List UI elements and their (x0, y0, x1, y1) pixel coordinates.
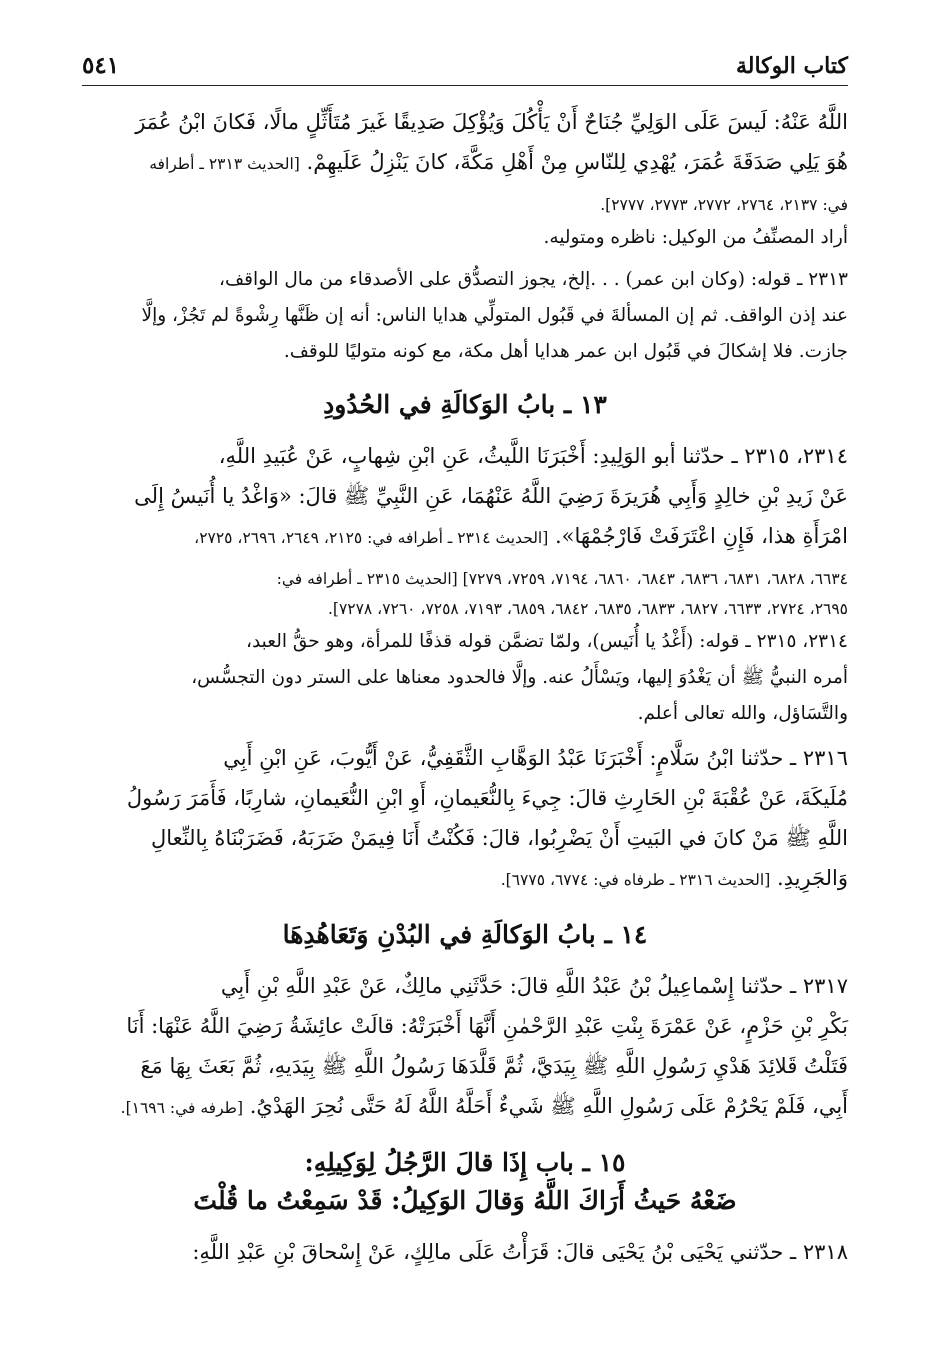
page-header (82, 52, 848, 86)
text-line: اللَّهِ ﷺ مَنْ كانَ في البَيتِ أَنْ يَضْرِبُوا، قالَ: فَكُنْتُ أَنَا فِيمَنْ ضَرَبَهُ، فَضَرَبْنَاهُ بِالنِّعالِ (150, 826, 848, 850)
text-line-body: امْرَأَةِ هذا، فَإِنِ اعْتَرَفَتْ فَارْجُمْهَا». (554, 524, 848, 548)
text-line: أمره النبيُّ ﷺ أن يَغْدُوَ إليها، ويَسْأَلُ عنه. وإلَّا فالحدود معناها على الستر دون التجسُّس، (191, 667, 848, 688)
text-line (82, 516, 848, 558)
text-line: ٢٣١٧ ـ حدّثنا إِسْماعِيلُ بْنُ عَبْدُ اللَّهِ قالَ: حَدَّثَنِي مالِكٌ، عَنْ عَبْدِ اللَّهِ بْنِ أَبِي (220, 974, 848, 998)
text-line: فَتَلْتُ قَلائِدَ هَدْيِ رَسُولِ اللَّهِ ﷺ بِيَدَيَّ، ثُمَّ قَلَّدَهَا رَسُولُ اللَّهِ ﷺ بِيَدَيهِ، ثُمَّ بَعَثَ بِهَا مَعَ (140, 1054, 848, 1078)
text-line (82, 142, 848, 184)
page-number: ٥٤١ (82, 52, 120, 79)
text-line: والتَّسَاؤل، والله تعالى أعلم. (637, 703, 848, 724)
hadith-2313-text (82, 102, 848, 184)
text-line: عند إذن الواقف. ثم إن المسألةَ في قَبُول المتولِّي هدايا الناس: أنه إن ظَنَّها رِشْوةً لم تَجُزْ، وإلَّا (141, 305, 848, 326)
text-line: ٢٣١٤، ٢٣١٥ ـ حدّثنا أبو الوَلِيدِ: أَخْبَرَنَا اللَّيثُ، عَنِ ابْنِ شِهابٍ، عَنْ عُبَيدِ اللَّهِ، (218, 444, 848, 468)
hadith-reference: [الحديث ٢٣١٣ ـ أطرافه (149, 155, 300, 173)
hadith-reference: [الحديث ٢٣١٦ ـ طرفاه في: ٦٧٧٤، ٦٧٧٥]. (500, 871, 771, 889)
chapter-title-line-2: ضَعْهُ حَيثُ أَرَاكَ اللَّهُ وَقالَ الوَكِيلُ: قَدْ سَمِعْتُ ما قُلْتَ (193, 1186, 737, 1215)
hadith-reference: [طرفه في: ١٦٩٦]. (120, 1099, 244, 1117)
reference-line: ٢٦٩٥، ٢٧٢٤، ٦٦٣٣، ٦٨٢٧، ٦٨٣٣، ٦٨٣٥، ٦٨٤٢، ٦٨٥٩، ٧١٩٣، ٧٢٥٨، ٧٢٦٠، ٧٢٧٨]. (327, 600, 848, 618)
text-line: اللَّهُ عَنْهُ: لَيسَ عَلَى الوَلِيِّ جُنَاحٌ أَنْ يَأْكُلَ وَيُؤْكِلَ صَدِيقًا غَيرَ مُتَأَثِّلٍ مالًا، فَكانَ ابْنُ عُمَرَ (135, 110, 848, 134)
reference-line: ٦٦٣٤، ٦٨٢٨، ٦٨٣١، ٦٨٣٦، ٦٨٤٣، ٦٨٦٠، ٧١٩٤، ٧٢٥٩، ٧٢٧٩] [الحديث ٢٣١٥ ـ أطرافه في: (276, 570, 848, 588)
hadith-2317-text (82, 966, 848, 1128)
text-line: ٢٣١٨ ـ حدّثني يَحْيَى بْنُ يَحْيَى قالَ: قَرَأْتُ عَلَى مالِكٍ، عَنْ إِسْحاقَ بْنِ عَبْدِ اللَّهِ: (192, 1240, 848, 1264)
text-line (82, 1086, 848, 1128)
chapter-title: ١٤ ـ بابُ الوَكالَةِ في البُدْنِ وَتَعَاهُدِهَا (282, 920, 648, 949)
chapter-14-heading (82, 916, 848, 954)
hadith-2314-references (82, 564, 848, 624)
commentary-2314 (82, 624, 848, 732)
hadith-2318-text (82, 1232, 848, 1272)
text-line: ٢٣١٦ ـ حدّثنا ابْنُ سَلَّامٍ: أَخْبَرَنَا عَبْدُ الوَهَّابِ الثَّقَفِيُّ، عَنْ أَيُّوبَ، عَنِ ابْنِ أَبِي (223, 746, 848, 770)
text-line-body: هُوَ يَلِي صَدَقَةَ عُمَرَ، يُهْدِي لِلنّاسِ مِنْ أَهْلِ مَكَّةَ، كانَ يَنْزِلُ عَلَيهِمْ. (306, 150, 848, 174)
text-line: جازت. فلا إشكالَ في قَبُول ابن عمر هدايا أهل مكة، مع كونه متوليًا للوقف. (283, 341, 848, 362)
text-line-body: أَبِي، فَلَمْ يَحْرُمْ عَلَى رَسُولِ اللَّهِ ﷺ شَيءٌ أَحَلَّهُ اللَّهُ لَهُ حَتَّى نُحِرَ الهَدْيُ. (249, 1094, 848, 1118)
hadith-2314-text (82, 436, 848, 558)
hadith-reference: [الحديث ٢٣١٤ ـ أطرافه في: ٢١٢٥، ٢٦٤٩، ٢٦٩٦، ٢٧٢٥، (194, 529, 549, 547)
text-line: أراد المصنِّفُ من الوكيل: ناظره ومتوليه. (543, 227, 848, 248)
chapter-title-line-1: ١٥ ـ باب إِذَا قالَ الرَّجُلُ لِوَكِيلِهِ: (304, 1148, 626, 1177)
chapter-title: ١٣ ـ بابُ الوَكالَةِ في الحُدُودِ (323, 390, 607, 419)
reference-line: في: ٢١٣٧، ٢٧٦٤، ٢٧٧٢، ٢٧٧٣، ٢٧٧٧]. (600, 196, 848, 214)
text-line: مُلَيكَةَ، عَنْ عُقْبَةَ بْنِ الحَارِثِ قالَ: جِيءَ بِالنُّعَيمانِ، أَوِ ابْنِ النُّعَيمانِ، شارِبًا، فَأَمَرَ رَسُولُ (126, 786, 848, 810)
chapter-15-heading (82, 1144, 848, 1220)
hadith-2316-text (82, 738, 848, 900)
running-title: كتاب الوكالة (735, 53, 848, 79)
commentary-2313 (82, 262, 848, 370)
hadith-2313-references (82, 190, 848, 220)
text-line-body: وَالجَرِيدِ. (776, 866, 848, 890)
text-line: ٢٣١٤، ٢٣١٥ ـ قوله: (أَغْدُ يا أُنَيس)، ولمّا تضمَّن قوله قذفًا للمرأة، وهو حقُّ العبد، (246, 631, 848, 652)
text-line (82, 858, 848, 900)
text-line: بَكْرِ بْنِ حَزْمٍ، عَنْ عَمْرَةَ بِنْتِ عَبْدِ الرَّحْمٰنِ أَنَّهَا أَخْبَرَتْهُ: قالَتْ عائِشَةُ رَضِيَ اللَّهُ عَنْهَا: أَنَا (126, 1014, 848, 1038)
text-line: ٢٣١٣ ـ قوله: (وكان ابن عمر) . . .إلخ، يجوز التصدُّق على الأصدقاء من مال الواقف، (219, 269, 848, 290)
text-line: عَنْ زَيدِ بْنِ خالِدٍ وَأَبِي هُرَيرَةَ رَضِيَ اللَّهُ عَنْهُمَا، عَنِ النَّبِيِّ ﷺ قالَ: «وَاغْدُ يا أُنَيسُ إِلَى (134, 484, 848, 508)
chapter-13-heading (82, 386, 848, 424)
commentary-intro (82, 220, 848, 256)
